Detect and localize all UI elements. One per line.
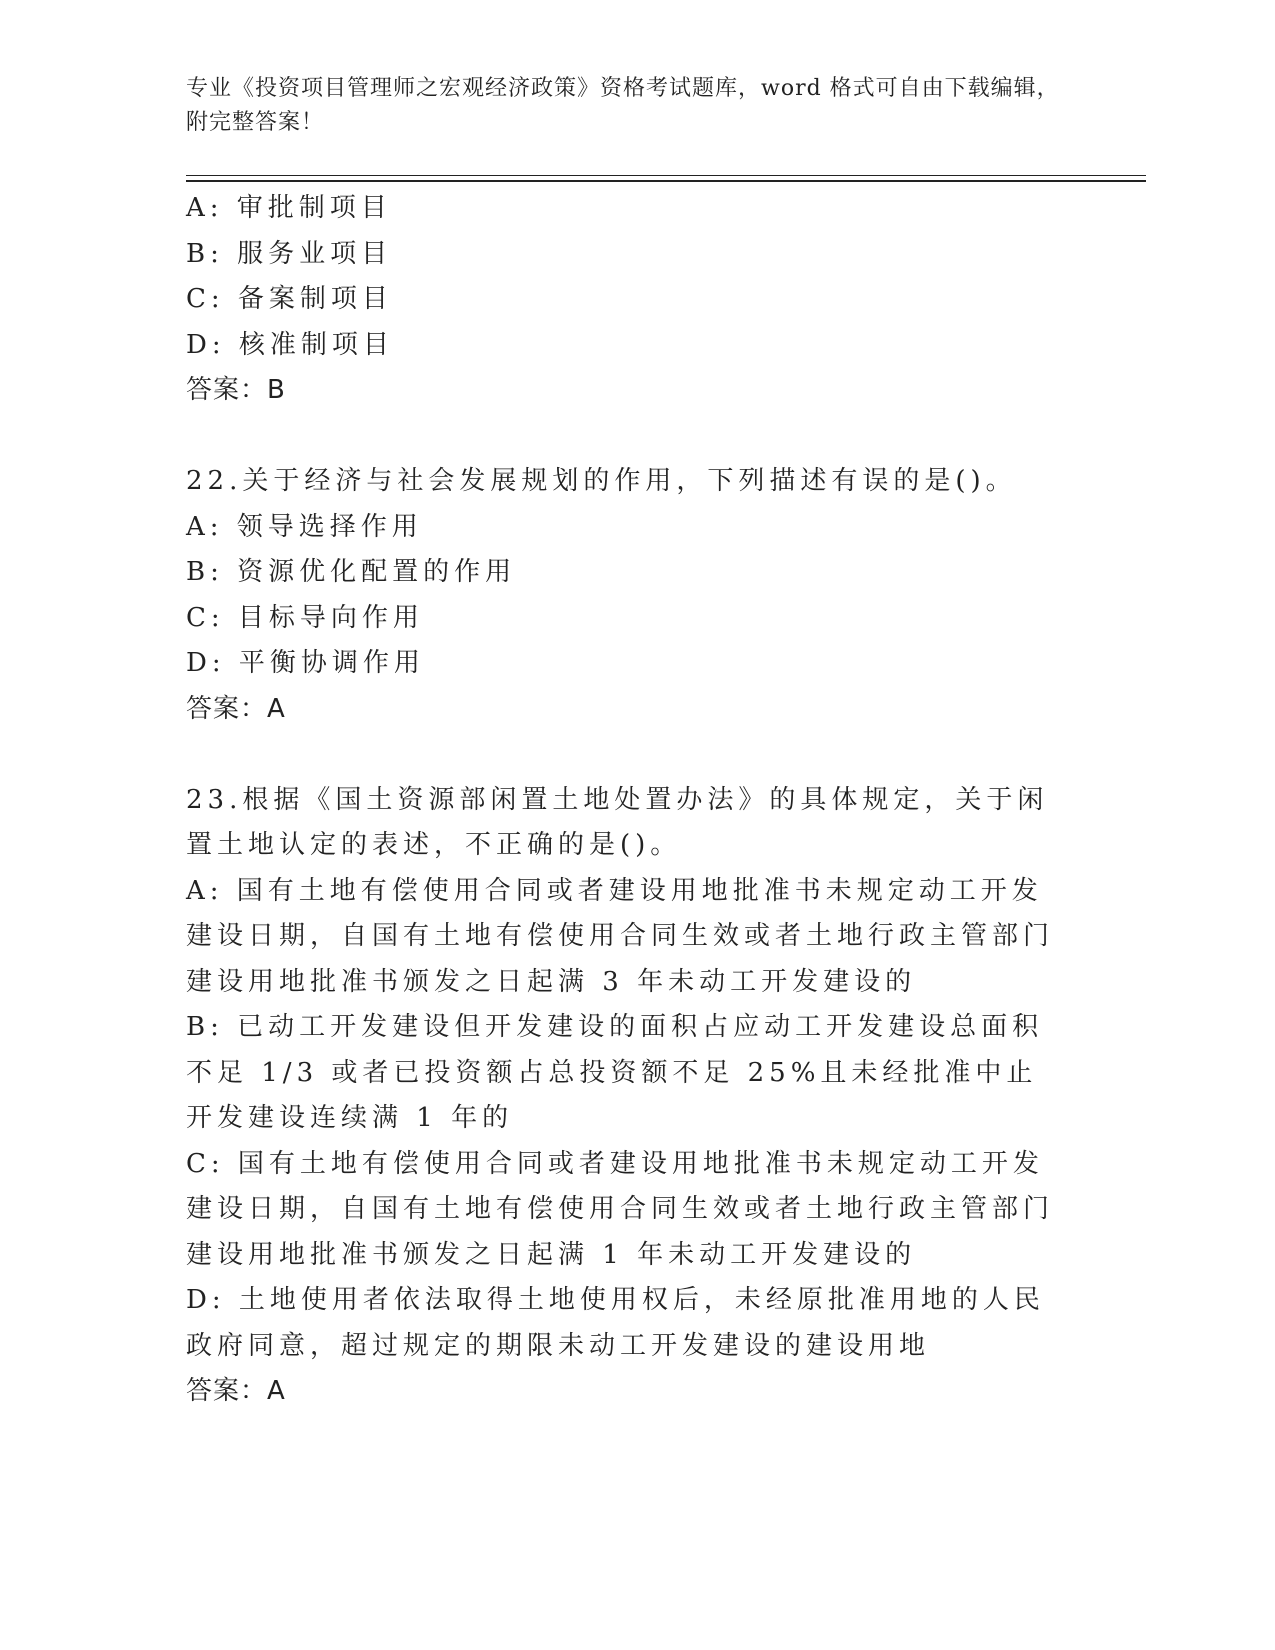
spacer <box>186 414 1066 460</box>
question-block-22 <box>186 459 1066 732</box>
option-b: B: 服务业项目 <box>186 238 393 269</box>
option-d: D: 土地使用者依法取得土地使用权后，未经原批准用地的人民政府同意，超过规定的期限未动工开发建设的建设用地 <box>186 1285 1045 1361</box>
option-c: C: 国有土地有偿使用合同或者建设用地批准书未规定动工开发建设日期，自国有土地有偿使用合同生效或者土地行政主管部门建设用地批准书颁发之日起满 1 年未动工开发建设的 <box>186 1148 1055 1270</box>
option-a: A: 领导选择作用 <box>186 511 423 542</box>
spacer <box>186 732 1066 778</box>
option-c: C: 备案制项目 <box>186 284 393 314</box>
answer-text: 答案：B <box>186 375 286 405</box>
answer-text: 答案：A <box>186 1376 286 1406</box>
question-text: 22.关于经济与社会发展规划的作用，下列描述有误的是()。 <box>186 466 1017 496</box>
question-list <box>186 186 1066 1415</box>
question-block-21 <box>186 186 1066 414</box>
option-b: B: 资源优化配置的作用 <box>186 557 517 587</box>
answer-text: 答案：A <box>186 693 286 724</box>
question-text: 23.根据《国土资源部闲置土地处置办法》的具体规定，关于闲置土地认定的表述，不正确的是()。 <box>186 784 1049 860</box>
header-divider-thin <box>186 175 1146 176</box>
question-block-23 <box>186 778 1066 1415</box>
header-intro-text: 专业《投资项目管理师之宏观经济政策》资格考试题库，word 格式可自由下载编辑，附完整答案！ <box>186 76 1060 135</box>
header-divider-thick <box>186 180 1146 182</box>
option-a: A: 国有土地有偿使用合同或者建设用地批准书未规定动工开发建设日期，自国有土地有偿使用合同生效或者土地行政主管部门建设用地批准书颁发之日起满 3 年未动工开发建设的 <box>186 875 1055 997</box>
option-a: A: 审批制项目 <box>186 193 392 223</box>
document-header <box>186 72 1066 140</box>
option-c: C: 目标导向作用 <box>186 602 424 633</box>
option-d: D: 核准制项目 <box>186 329 394 360</box>
option-d: D: 平衡协调作用 <box>186 648 425 678</box>
option-b: B: 已动工开发建设但开发建设的面积占应动工开发建设总面积不足 1/3 或者已投资额占总投资额不足 25%且未经批准中止开发建设连续满 1 年的 <box>186 1012 1044 1133</box>
